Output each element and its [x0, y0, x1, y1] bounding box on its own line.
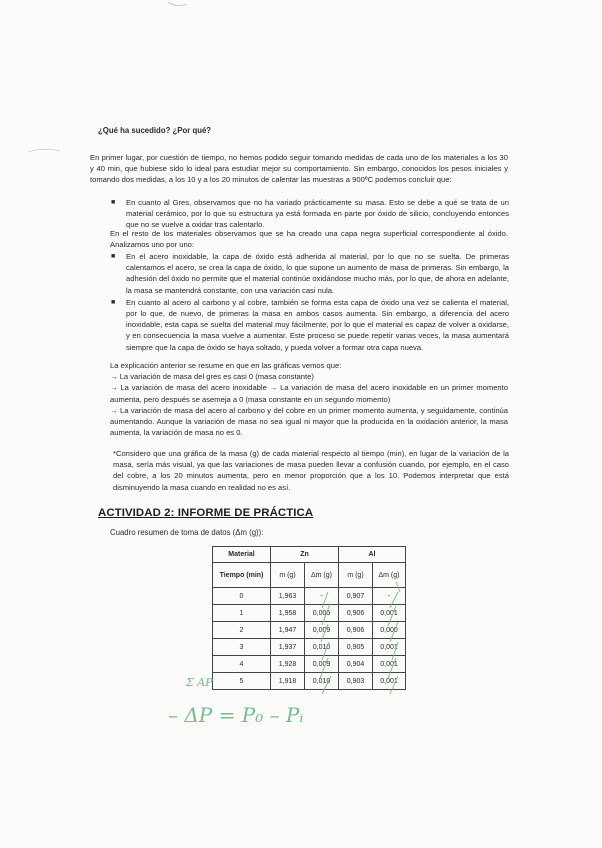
gres-bullet-text: En cuanto al Gres, observamos que no ha variado prácticamente su masa. Esto se debe a qué se trata de un material cerámico, por lo que su estructura ya está formada en parte por óxido de silicio, concluyendo entonces que no se vuelve a oxidar tras calentarlo.: [126, 198, 509, 230]
cell-al-delta: 0,001: [373, 673, 406, 690]
table-row: [213, 673, 406, 690]
summary-intro: La explicación anterior se resume en que en las gráficas vemos que:: [110, 361, 342, 370]
cell-zn-delta: 0,005: [305, 605, 339, 622]
cell-time: 3: [213, 639, 271, 656]
bullet-icon: ■: [111, 253, 116, 260]
summary-line: → La variación de masa del acero inoxidable → La variación de masa del acero inoxidable en un primer momento aumenta, pero después se asemeja a 0 (masa constante en un segundo momento): [110, 383, 508, 404]
header-zn: Zn: [271, 547, 339, 563]
pencil-mark: [168, 2, 186, 6]
cell-zn-mass: 1,928: [271, 656, 305, 673]
cell-zn-delta: 0,009: [305, 656, 339, 673]
cell-zn-delta: 0,010: [305, 673, 339, 690]
cell-zn-mass: 1,937: [271, 639, 305, 656]
cell-zn-delta: -: [305, 588, 339, 605]
subheader-zn-delta: Δm (g): [305, 563, 339, 588]
stainless-bullet-text: En el acero inoxidable, la capa de óxido está adherida al material, por lo que no se suelta. De primeras calentamos el acero, se crea la capa de óxido, lo que supone un aumento de masa de primeras. Sin embargo, la adhesión del óxido no permite que el material continúe oxidándose mucho más, por lo que, de ahora en adelante, la masa se mantendrá constante, con una variación casi nula.: [126, 252, 509, 295]
question-title: ¿Qué ha sucedido? ¿Por qué?: [98, 126, 212, 135]
summary-line: → La variación de masa del acero al carbono y del cobre en un primer momento aumenta, y seguidamente, continúa aumentando. Aunque la variación de masa no sea igual ni mayor que la producida en la oxidación anterior, la masa aumenta, la variación de masa no es 0.: [110, 405, 508, 438]
carbon-copper-bullet-text: En cuanto al acero al carbono y al cobre, también se forma esta capa de óxido una vez se calienta el material, por lo que, de nuevo, de primeras la masa en ambos casos aumenta. Sin embargo, a diferencia del acero inoxidable, esta capa se suelta del material muy fácilmente, por lo que el material es capaz de volver a oxidarse, y en consecuencia la masa vuelve a aumentar. Este proceso se puede repetir varias veces, la masa aumentará siempre que la capa de óxido se haya soltado, y pueda volver a formar otra capa nueva.: [126, 297, 509, 352]
handwritten-formula: – ΔP = P₀ – Pᵢ: [168, 703, 304, 727]
data-table: [212, 546, 406, 690]
table-caption: Cuadro resumen de toma de datos (Δm (g)):: [110, 528, 264, 537]
cell-time: 5: [213, 673, 271, 690]
cell-time: 0: [213, 588, 271, 605]
subheader-al-delta: Δm (g): [373, 563, 406, 588]
cell-al-mass: 0,904: [339, 656, 373, 673]
margin-pencil-mark: [28, 149, 60, 152]
list-item: [111, 197, 509, 231]
subheader-zn-mass: m (g): [271, 563, 305, 588]
summary-line: → La variación de masa del gres es casi 0 (masa constante): [110, 372, 314, 382]
cell-al-mass: 0,907: [339, 588, 373, 605]
cell-al-delta: 0,000: [373, 622, 406, 639]
table-row: [213, 588, 406, 605]
cell-al-delta: 0,001: [373, 656, 406, 673]
gres-bullet-list: [111, 197, 509, 232]
cell-al-delta: -: [373, 588, 406, 605]
header-al: Al: [339, 547, 406, 563]
table-row: [213, 622, 406, 639]
cell-zn-delta: 0,009: [305, 622, 339, 639]
cell-al-mass: 0,905: [339, 639, 373, 656]
summary-block: [110, 360, 508, 438]
list-item: [111, 297, 509, 353]
cell-time: 1: [213, 605, 271, 622]
table-row: [213, 605, 406, 622]
bullet-icon: ■: [111, 298, 116, 306]
list-item: [111, 251, 509, 296]
cell-zn-mass: 1,963: [271, 588, 305, 605]
intro-paragraph: En primer lugar, por cuestión de tiempo, no hemos podido seguir tomando medidas de cada uno de los materiales a los 30 y 40 min, que hubiese sido lo ideal para estudiar mejor su comportamiento. Sin embargo, conocidos los pesos iniciales y tomando dos medidas, a los 10 y a los 20 minutos de calentar las muestras a 900ºC podemos concluir que:: [90, 153, 508, 185]
section-title: ACTIVIDAD 2: INFORME DE PRÁCTICA: [98, 507, 314, 519]
footnote: *Considero que una gráfica de la masa (g) de cada material respecto al tiempo (min), en lugar de la variación de la masa, sería más visual, ya que las variaciones de masa pueden llevar a confusión cuando, por ejemplo, en el caso del cobre, a los 20 minutos aumenta, pero en menor proporción que a los 10. Podemos interpretar que está disminuyendo la masa cuando en realidad no es así.: [113, 449, 509, 492]
cell-zn-mass: 1,918: [271, 673, 305, 690]
cell-al-mass: 0,906: [339, 622, 373, 639]
cell-al-mass: 0,906: [339, 605, 373, 622]
subheader-time: Tiempo (min): [213, 563, 271, 588]
cell-time: 2: [213, 622, 271, 639]
bullet-icon: ■: [111, 199, 116, 206]
cell-zn-mass: 1,958: [271, 605, 305, 622]
cell-al-mass: 0,903: [339, 673, 373, 690]
cell-zn-mass: 1,947: [271, 622, 305, 639]
cell-time: 4: [213, 656, 271, 673]
handwritten-margin-note: Σ AP: [186, 676, 213, 689]
cell-zn-delta: 0,010: [305, 639, 339, 656]
cell-al-delta: 0,001: [373, 605, 406, 622]
header-material: Material: [213, 547, 271, 563]
rest-paragraph: En el resto de los materiales observamos que se ha creado una capa negra superficial correspondiente al óxido. Analizamos uno por uno:: [110, 229, 508, 250]
table-row: [213, 639, 406, 656]
cell-al-delta: 0,001: [373, 639, 406, 656]
metal-bullet-list: [111, 251, 509, 354]
subheader-al-mass: m (g): [339, 563, 373, 588]
table-row: [213, 656, 406, 673]
